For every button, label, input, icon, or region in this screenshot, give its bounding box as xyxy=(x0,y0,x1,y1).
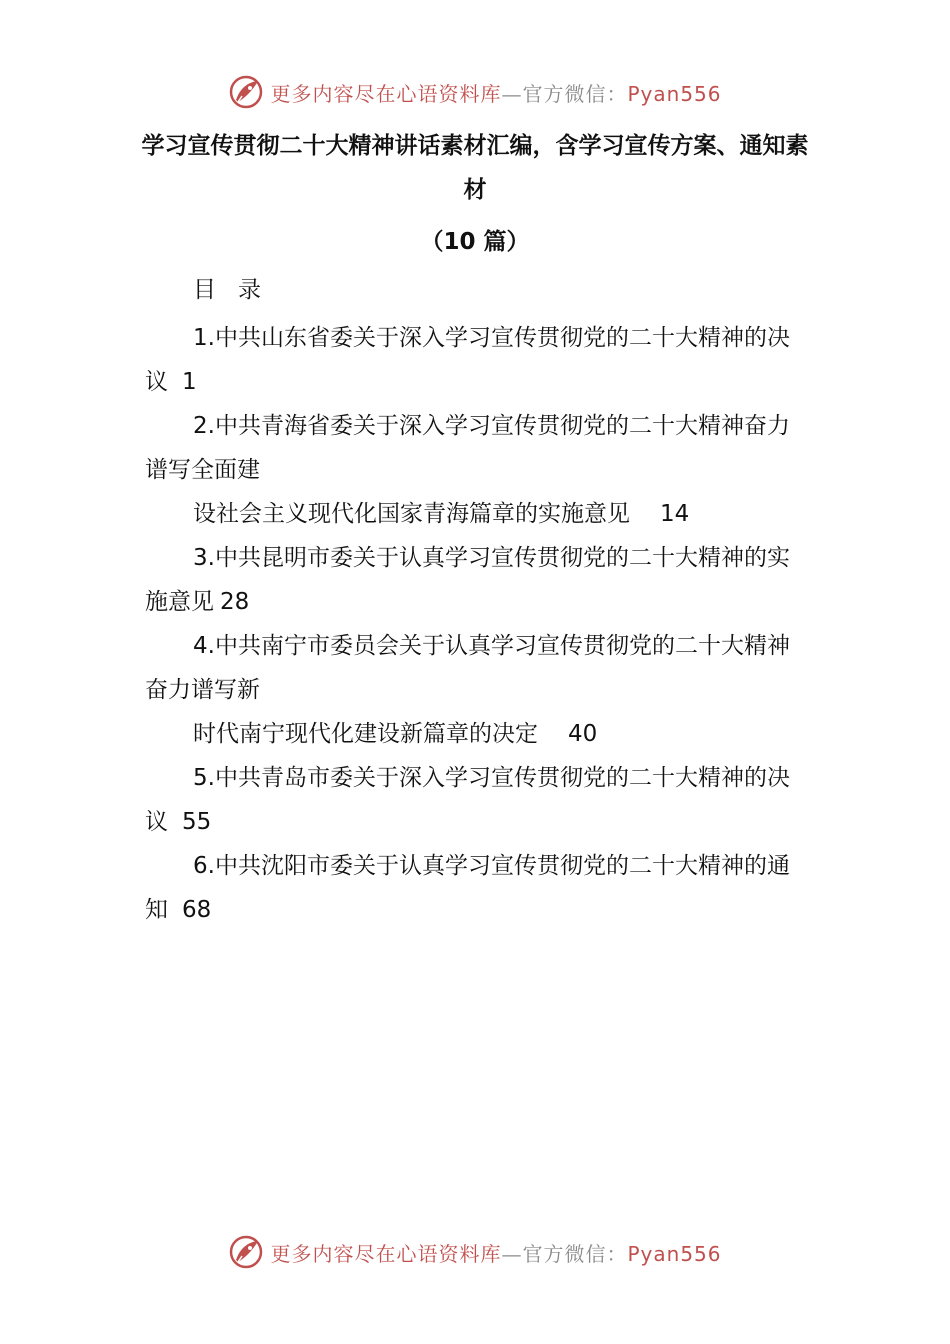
toc-entry-page: 55 xyxy=(182,809,212,835)
toc-entry-text: 1.中共山东省委关于深入学习宣传贯彻党的二十大精神的决议 xyxy=(145,325,790,395)
toc-entry-3[interactable] xyxy=(145,536,810,624)
watermark-dash: — xyxy=(501,1241,523,1266)
pen-nib-logo-icon xyxy=(228,74,264,110)
toc-entry-page: 28 xyxy=(220,589,250,615)
watermark-text xyxy=(270,78,721,107)
toc-heading-char-2: 录 xyxy=(238,277,261,303)
watermark-wechat-id: Pyan556 xyxy=(627,1241,722,1266)
pen-nib-logo-icon xyxy=(228,1234,264,1270)
header-watermark xyxy=(0,72,950,112)
toc-entry-page: 68 xyxy=(182,897,212,923)
toc-entry-6[interactable] xyxy=(145,844,810,932)
toc-entry-2[interactable] xyxy=(145,404,810,492)
toc-entry-text: 2.中共青海省委关于深入学习宣传贯彻党的二十大精神奋力谱写全面建 xyxy=(145,413,790,483)
toc-heading xyxy=(193,270,261,310)
toc-heading-char-1: 目 xyxy=(193,277,216,303)
footer-watermark xyxy=(0,1232,950,1272)
toc-entry-text: 时代南宁现代化建设新篇章的决定 xyxy=(193,721,538,747)
table-of-contents xyxy=(145,316,810,932)
toc-entry-text: 设社会主义现代化国家青海篇章的实施意见 xyxy=(193,501,630,527)
watermark-text xyxy=(270,1238,721,1267)
toc-entry-text: 4.中共南宁市委员会关于认真学习宣传贯彻党的二十大精神奋力谱写新 xyxy=(145,633,790,703)
watermark-dash: — xyxy=(501,81,523,106)
toc-entry-4[interactable] xyxy=(145,624,810,712)
document-subtitle: （10 篇） xyxy=(420,229,530,255)
toc-entry-4-cont[interactable] xyxy=(145,712,810,756)
toc-entry-page: 1 xyxy=(182,369,197,395)
watermark-brand: 更多内容尽在心语资料库 xyxy=(270,81,502,106)
toc-entry-text: 5.中共青岛市委关于深入学习宣传贯彻党的二十大精神的决议 xyxy=(145,765,790,835)
document-title: 学习宣传贯彻二十大精神讲话素材汇编，含学习宣传方案、通知素材 xyxy=(141,133,809,203)
toc-entry-2-cont[interactable] xyxy=(145,492,810,536)
toc-entry-1[interactable] xyxy=(145,316,810,404)
toc-entry-text: 6.中共沈阳市委关于认真学习宣传贯彻党的二十大精神的通知 xyxy=(145,853,790,923)
toc-entry-page: 40 xyxy=(568,721,598,747)
watermark-wechat-id: Pyan556 xyxy=(627,81,722,106)
watermark-brand: 更多内容尽在心语资料库 xyxy=(270,1241,502,1266)
watermark-wechat-label: 官方微信： xyxy=(522,81,628,106)
toc-entry-5[interactable] xyxy=(145,756,810,844)
toc-entry-page: 14 xyxy=(660,501,690,527)
watermark-wechat-label: 官方微信： xyxy=(522,1241,628,1266)
toc-entry-text: 3.中共昆明市委关于认真学习宣传贯彻党的二十大精神的实施意见 xyxy=(145,545,790,615)
